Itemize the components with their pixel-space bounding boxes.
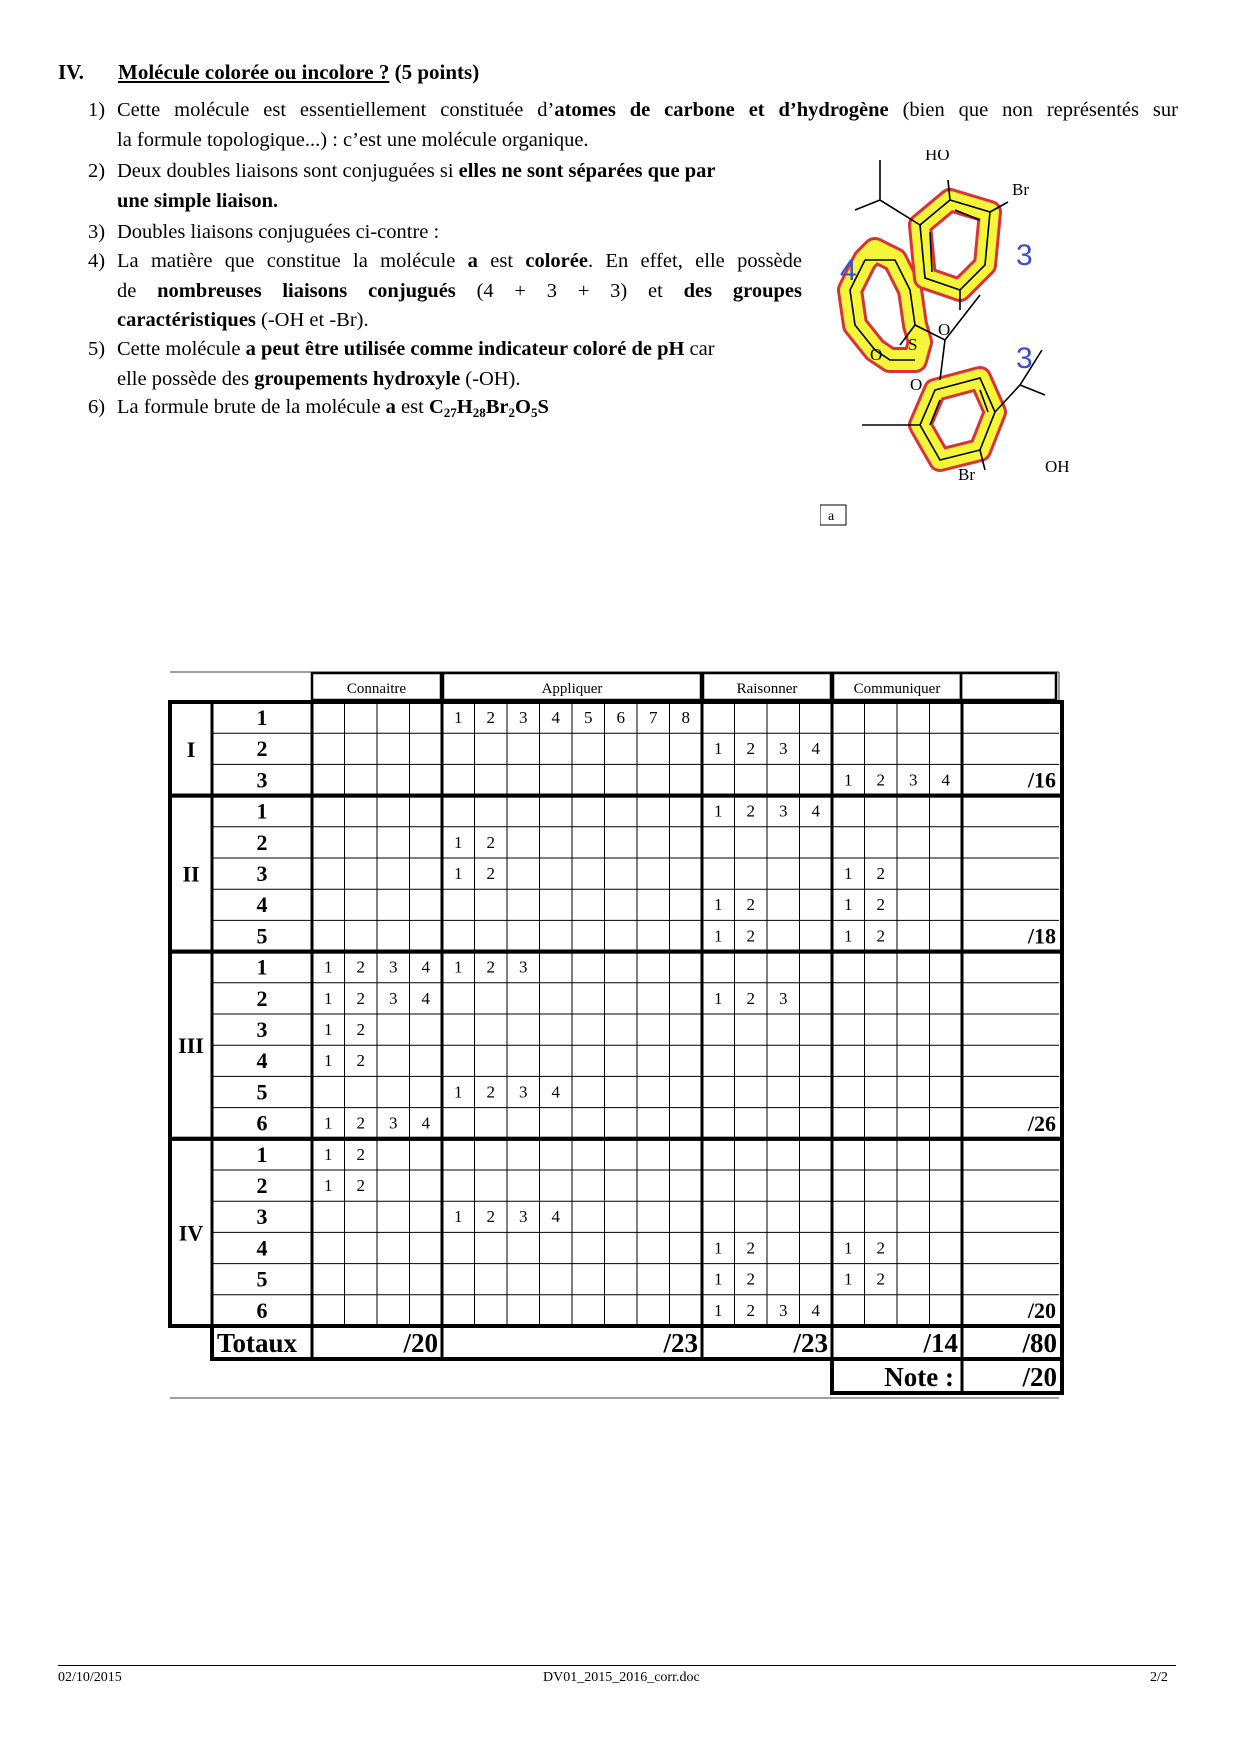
- cell-value: 4: [551, 1082, 560, 1102]
- row-question-number: 5: [256, 1266, 268, 1292]
- section-total: /18: [1027, 923, 1056, 949]
- cell-value: 1: [454, 1082, 463, 1102]
- cell-value: 2: [746, 1238, 755, 1258]
- section-total: /20: [1027, 1298, 1056, 1323]
- cell-value: 4: [421, 957, 430, 977]
- cell-value: 2: [356, 1020, 365, 1039]
- annotation-ring-left: 4: [840, 254, 857, 287]
- text-segment: a: [467, 250, 478, 272]
- label-s: S: [908, 335, 918, 354]
- total-header-box: [961, 673, 1056, 700]
- row-question-number: 1: [256, 798, 268, 824]
- text-segment: colorée: [525, 250, 588, 272]
- cell-value: 2: [746, 895, 755, 915]
- group-total: /23: [663, 1328, 698, 1358]
- question-number: 5): [88, 338, 106, 360]
- subscript: 5: [530, 405, 538, 420]
- cell-value: 2: [486, 864, 495, 883]
- cell-value: 1: [714, 739, 723, 759]
- cell-value: 1: [324, 1144, 333, 1164]
- text-segment: S: [537, 396, 549, 418]
- text-segment: des groupes: [683, 279, 802, 302]
- question-number: 2): [88, 160, 106, 182]
- column-header-appliquer: Appliquer: [541, 681, 603, 697]
- section-total: /16: [1027, 767, 1056, 793]
- text-segment: groupements hydroxyle: [254, 367, 461, 390]
- cell-value: 4: [551, 1207, 560, 1227]
- footer-rule: [58, 1665, 1176, 1666]
- question-number: 4): [88, 250, 106, 272]
- cell-value: 1: [844, 1269, 853, 1289]
- cell-value: 1: [844, 895, 853, 915]
- cell-value: 1: [714, 1269, 723, 1289]
- cell-value: 6: [616, 708, 625, 727]
- label-o-bottom: O: [910, 375, 923, 394]
- cell-value: 1: [324, 957, 333, 977]
- section-title: Molécule colorée ou incolore ?: [118, 60, 390, 84]
- cell-value: 1: [324, 988, 333, 1008]
- cell-value: 3: [779, 739, 788, 759]
- row-question-number: 2: [256, 829, 268, 855]
- subscript: 2: [508, 405, 515, 420]
- text-segment: H: [456, 396, 473, 418]
- section-label: I: [186, 736, 196, 762]
- text-segment: de: [117, 279, 158, 302]
- cell-value: 7: [649, 708, 658, 727]
- text-segment: car: [684, 338, 715, 360]
- section-number: IV.: [58, 60, 84, 84]
- cell-value: 2: [746, 739, 755, 759]
- cell-value: 3: [779, 988, 788, 1008]
- text-segment: C: [428, 396, 444, 418]
- text-segment: La formule brute de la molécule: [117, 396, 386, 418]
- label-o-left: O: [870, 345, 883, 364]
- cell-value: 2: [356, 1176, 365, 1195]
- row-question-number: 2: [256, 736, 268, 762]
- cell-value: 2: [356, 957, 365, 977]
- text-segment: Deux doubles liaisons sont conjuguées si: [117, 160, 459, 182]
- question-number: 3): [88, 221, 106, 243]
- cell-value: 1: [844, 864, 853, 883]
- cell-value: 1: [714, 801, 723, 821]
- row-question-number: 4: [256, 1235, 268, 1261]
- footer-page: 2/2: [1150, 1670, 1168, 1685]
- annotation-ring-bottom: 3: [1016, 342, 1033, 375]
- cell-value: 3: [779, 801, 788, 821]
- question-number: 1): [88, 99, 106, 121]
- cell-value: 4: [811, 801, 820, 821]
- group-total: /20: [403, 1328, 438, 1358]
- row-question-number: 2: [256, 1173, 268, 1198]
- subscript: 28: [472, 405, 486, 420]
- cell-value: 2: [876, 864, 885, 883]
- cell-value: 3: [779, 1300, 788, 1320]
- cell-value: 1: [714, 1238, 723, 1258]
- cell-value: 3: [389, 988, 398, 1008]
- cell-value: 1: [324, 1176, 333, 1195]
- cell-value: 2: [876, 1238, 885, 1258]
- section-points: (5 points): [389, 60, 480, 84]
- cell-value: 2: [486, 1207, 495, 1227]
- cell-value: 1: [844, 926, 853, 946]
- cell-value: 2: [876, 770, 885, 790]
- text-segment: atomes de carbone et d’hydrogène: [554, 99, 889, 121]
- cell-value: 2: [356, 1113, 365, 1133]
- label-br-bottom: Br: [958, 465, 975, 484]
- column-header-communiquer: Communiquer: [853, 681, 941, 697]
- text-segment: . En effet, elle possède: [587, 250, 802, 272]
- text-segment: est: [395, 396, 429, 418]
- column-header-raisonner: Raisonner: [736, 681, 798, 697]
- text-segment: O: [515, 396, 531, 418]
- label-o-ring: O: [938, 320, 951, 339]
- text-segment: la formule topologique...) : c’est une molécule organique.: [117, 128, 589, 151]
- cell-value: 1: [714, 1300, 723, 1320]
- cell-value: 2: [746, 926, 755, 946]
- cell-value: 3: [519, 957, 528, 977]
- text-segment: (4 + 3 + 3) et: [455, 279, 684, 302]
- cell-value: 1: [714, 988, 723, 1008]
- row-question-number: 3: [256, 767, 268, 793]
- note-label: Note :: [884, 1362, 954, 1392]
- section-total: /26: [1027, 1110, 1056, 1136]
- cell-value: 3: [519, 708, 528, 727]
- row-question-number: 2: [256, 985, 268, 1011]
- row-question-number: 1: [256, 954, 268, 980]
- row-question-number: 6: [256, 1110, 268, 1136]
- cell-value: 4: [421, 988, 430, 1008]
- subscript: 27: [443, 405, 457, 420]
- text-segment: elle possède des: [117, 367, 255, 390]
- row-question-number: 3: [256, 861, 268, 886]
- cell-value: 3: [389, 1113, 398, 1133]
- question-number: 6): [88, 396, 106, 418]
- cell-value: 1: [454, 957, 463, 977]
- cell-value: 1: [844, 1238, 853, 1258]
- cell-value: 2: [486, 1082, 495, 1102]
- grand-total: /80: [1022, 1328, 1057, 1358]
- cell-value: 2: [746, 1300, 755, 1320]
- footer-date: 02/10/2015: [58, 1670, 122, 1685]
- annotation-ring-top: 3: [1016, 239, 1033, 272]
- section-frame: [170, 796, 1062, 952]
- cell-value: 3: [389, 957, 398, 977]
- molecule-tag: a: [828, 509, 835, 524]
- footer-filename: DV01_2015_2016_corr.doc: [543, 1670, 700, 1685]
- cell-value: 2: [876, 1269, 885, 1289]
- column-header-connaitre: Connaitre: [346, 681, 407, 697]
- cell-value: 1: [324, 1051, 333, 1071]
- text-segment: Doubles liaisons conjuguées ci-contre :: [117, 221, 440, 243]
- note-value: /20: [1022, 1362, 1057, 1392]
- cell-value: 1: [454, 832, 463, 852]
- cell-value: 3: [519, 1207, 528, 1227]
- label-oh: OH: [1045, 457, 1070, 476]
- row-question-number: 4: [256, 1048, 268, 1074]
- text-segment: Cette molécule: [117, 338, 246, 360]
- cell-value: 5: [584, 708, 593, 727]
- group-total: /14: [923, 1328, 958, 1358]
- row-question-number: 6: [256, 1297, 268, 1323]
- text-segment: a: [385, 396, 396, 418]
- cell-value: 1: [844, 770, 853, 790]
- cell-value: 2: [746, 801, 755, 821]
- cell-value: 1: [324, 1113, 333, 1133]
- cell-value: 3: [519, 1082, 528, 1102]
- label-br-top: Br: [1012, 180, 1029, 199]
- text-segment: (-OH et -Br).: [255, 309, 369, 331]
- row-question-number: 1: [256, 705, 268, 730]
- cell-value: 4: [941, 770, 950, 790]
- text-segment: est: [477, 250, 526, 272]
- cell-value: 1: [714, 926, 723, 946]
- text-segment: a peut être utilisée comme indicateur coloré de pH: [245, 338, 685, 360]
- cell-value: 2: [356, 988, 365, 1008]
- totals-label: Totaux: [217, 1328, 298, 1358]
- cell-value: 4: [551, 708, 560, 727]
- text-segment: (-OH).: [460, 367, 521, 390]
- text-segment: elles ne sont séparées que par: [458, 160, 716, 182]
- group-total: /23: [793, 1328, 828, 1358]
- row-question-number: 5: [256, 923, 268, 949]
- cell-value: 1: [454, 1207, 463, 1227]
- section-label: IV: [178, 1220, 204, 1246]
- text-segment: (bien que non représentés sur: [888, 99, 1178, 121]
- text-segment: une simple liaison.: [117, 189, 279, 212]
- cell-value: 1: [714, 895, 723, 915]
- cell-value: 1: [454, 864, 463, 883]
- cell-value: 2: [486, 708, 495, 727]
- cell-value: 4: [811, 739, 820, 759]
- cell-value: 2: [746, 1269, 755, 1289]
- text-segment: Br: [485, 396, 509, 418]
- row-question-number: 3: [256, 1017, 268, 1042]
- label-ho: HO: [925, 150, 950, 164]
- cell-value: 2: [486, 832, 495, 852]
- section-label: II: [182, 861, 200, 887]
- cell-value: 3: [909, 770, 918, 790]
- cell-value: 2: [876, 926, 885, 946]
- text-segment: La matière que constitue la molécule: [117, 250, 468, 272]
- text-segment: caractéristiques: [117, 309, 256, 331]
- row-question-number: 4: [256, 892, 268, 918]
- cell-value: 2: [486, 957, 495, 977]
- cell-value: 1: [324, 1020, 333, 1039]
- text-segment: Cette molécule est essentiellement constituée d’: [117, 99, 555, 121]
- cell-value: 4: [811, 1300, 820, 1320]
- cell-value: 8: [681, 708, 690, 727]
- row-question-number: 1: [256, 1141, 268, 1167]
- text-segment: nombreuses liaisons conjugués: [157, 279, 456, 302]
- row-question-number: 5: [256, 1079, 268, 1105]
- cell-value: 1: [454, 708, 463, 727]
- cell-value: 2: [746, 988, 755, 1008]
- section-label: III: [178, 1033, 204, 1059]
- cell-value: 2: [356, 1144, 365, 1164]
- cell-value: 2: [356, 1051, 365, 1071]
- row-question-number: 3: [256, 1204, 268, 1230]
- cell-value: 4: [421, 1113, 430, 1133]
- cell-value: 2: [876, 895, 885, 915]
